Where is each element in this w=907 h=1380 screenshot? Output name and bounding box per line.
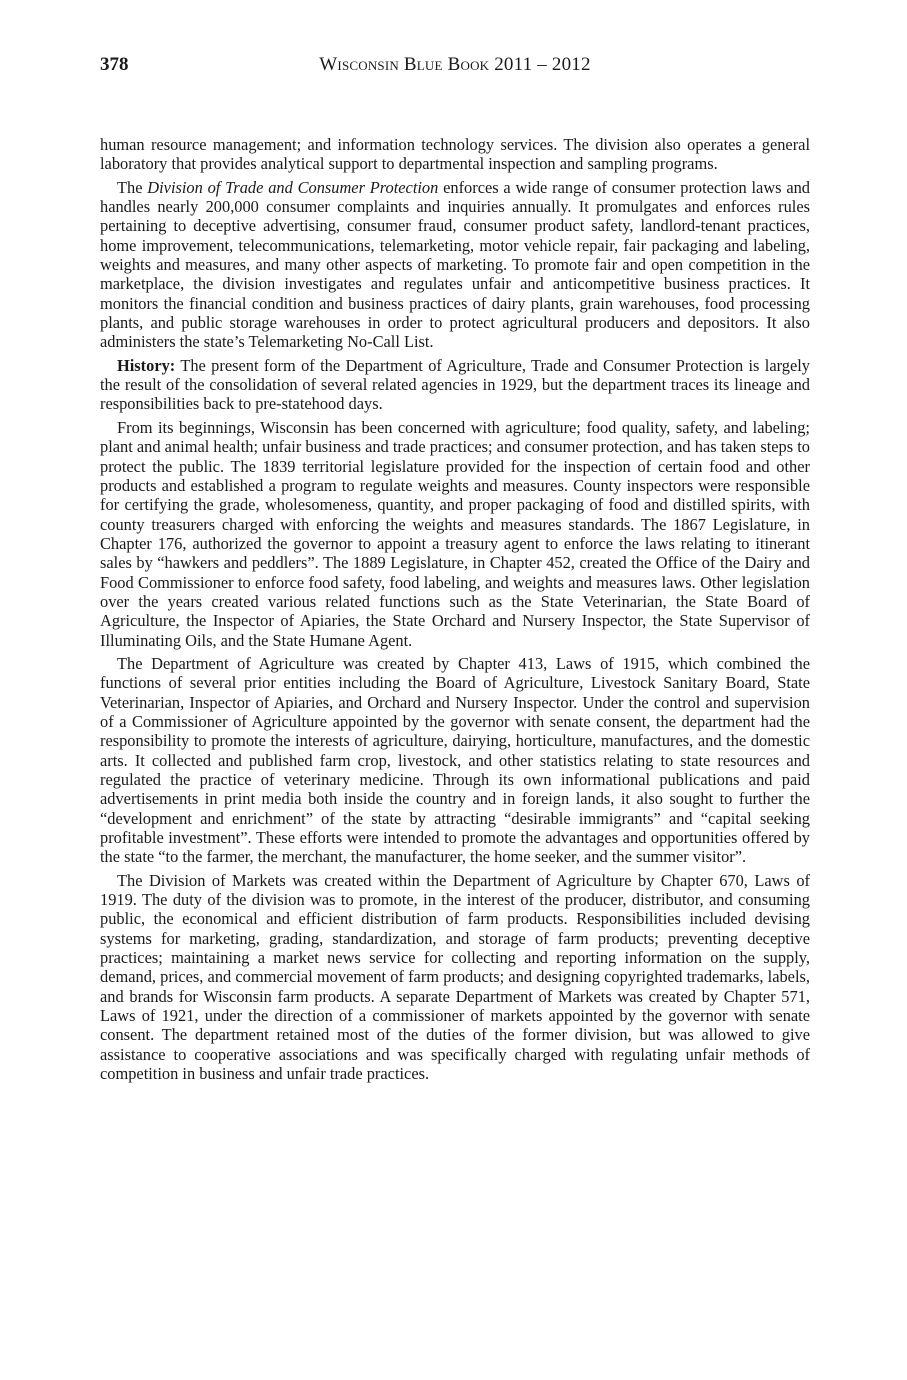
paragraph-beginnings (100, 418, 810, 650)
paragraph-department-of-agriculture (100, 654, 810, 867)
paragraph-history (100, 356, 810, 414)
page-header (100, 54, 810, 84)
paragraph-continuation (100, 135, 810, 174)
section-lead-history: History: (117, 355, 176, 375)
page-number: 378 (100, 54, 129, 75)
paragraph-text: The Department of Agriculture was created by Chapter 413, Laws of 1915, which combined the functions of several prior entities including the Board of Agriculture, Livestock Sanitary Board, State Veterinarian, Inspector of Apiaries, and Orchard and Nursery Inspector. Under the control and supervision of a Commissioner of Agriculture appointed by the governor with senate consent, the department had the responsibility to promote the interests of agriculture, dairying, horticulture, manufactures, and the domestic arts. It collected and published farm crop, livestock, and other statistics relating to state resources and regulated the practice of veterinary medicine. Through its own informational publications and paid advertisements in print media both inside the country and in foreign lands, it also sought to further the “development and enrichment” of the state by attracting “desirable immigrants” and “capital seeking profitable investment”. These efforts were intended to promote the advantages and opportunities offered by the state “to the farmer, the merchant, the manufacturer, the home seeker, and the summer visitor”. (100, 653, 810, 867)
paragraph-text: From its beginnings, Wisconsin has been concerned with agriculture; food quality, safety, and labeling; plant and animal health; unfair business and trade practices; and consumer protection, and has taken steps to protect the public. The 1839 territorial legislature provided for the inspection of certain food and other products and established a program to regulate weights and measures. County inspectors were responsible for certifying the grade, wholesomeness, quantity, and proper packaging of food and distilled spirits, with county treasurers charged with enforcing the weights and measures standards. The 1867 Legislature, in Chapter 176, authorized the governor to appoint a treasury agent to enforce the laws relating to itinerant sales by “hawkers and peddlers”. The 1889 Legislature, in Chapter 452, created the Office of the Dairy and Food Commissioner to enforce food safety, food labeling, and weights and measures laws. Other legislation over the years created various related functions such as the State Veterinarian, the State Board of Agriculture, the Inspector of Apiaries, the State Orchard and Nursery Inspector, the State Supervisor of Illuminating Oils, and the State Humane Agent. (100, 417, 810, 650)
paragraph-text: enforces a wide range of consumer protection laws and handles nearly 200,000 consumer complaints and inquiries annually. It promulgates and enforces rules pertaining to deceptive advertising, consumer fraud, consumer product safety, landlord-tenant practices, home improvement, telecommunications, telemarketing, motor vehicle repair, fair packaging and labeling, weights and measures, and many other aspects of marketing. To promote fair and open competition in the marketplace, the division investigates and regulates unfair and anticompetitive business practices. It monitors the financial condition and business practices of dairy plants, grain warehouses, food processing plants, and public storage warehouses in order to protect agricultural producers and depositors. It also administers the state’s Telemarketing No-Call List. (100, 177, 810, 352)
running-title: Wisconsin Blue Book 2011 – 2012 (319, 54, 591, 75)
paragraph-text: The Division of Markets was created within the Department of Agriculture by Chapter 670, Laws of 1919. The duty of the division was to promote, in the interest of the producer, distributor, and consuming public, the economical and efficient distribution of farm products. Responsibilities included devising systems for marketing, grading, standardization, and storage of farm products; preventing deceptive practices; maintaining a market news service for collecting and reporting information on the supply, demand, prices, and commercial movement of farm products; and designing copyrighted trademarks, labels, and brands for Wisconsin farm products. A separate Department of Markets was created by Chapter 571, Laws of 1921, under the direction of a commissioner of markets appointed by the governor with senate consent. The department retained most of the duties of the former division, but was allowed to give assistance to cooperative associations and was specifically charged with regulating unfair methods of competition in business and unfair trade practices. (100, 870, 810, 1084)
paragraph-text: human resource management; and information technology services. The division also operates a general laboratory that provides analytical support to departmental inspection and sampling programs. (100, 135, 810, 174)
body-text (100, 135, 810, 1088)
division-name: Division of Trade and Consumer Protection (147, 177, 439, 197)
paragraph-trade-consumer-protection (100, 178, 810, 352)
paragraph-text-lead-in: The (117, 177, 148, 197)
paragraph-text: The present form of the Department of Agriculture, Trade and Consumer Protection is largely the result of the consolidation of several related agencies in 1929, but the department traces its lineage and responsibilities back to pre-statehood days. (100, 355, 810, 414)
paragraph-division-of-markets (100, 871, 810, 1084)
